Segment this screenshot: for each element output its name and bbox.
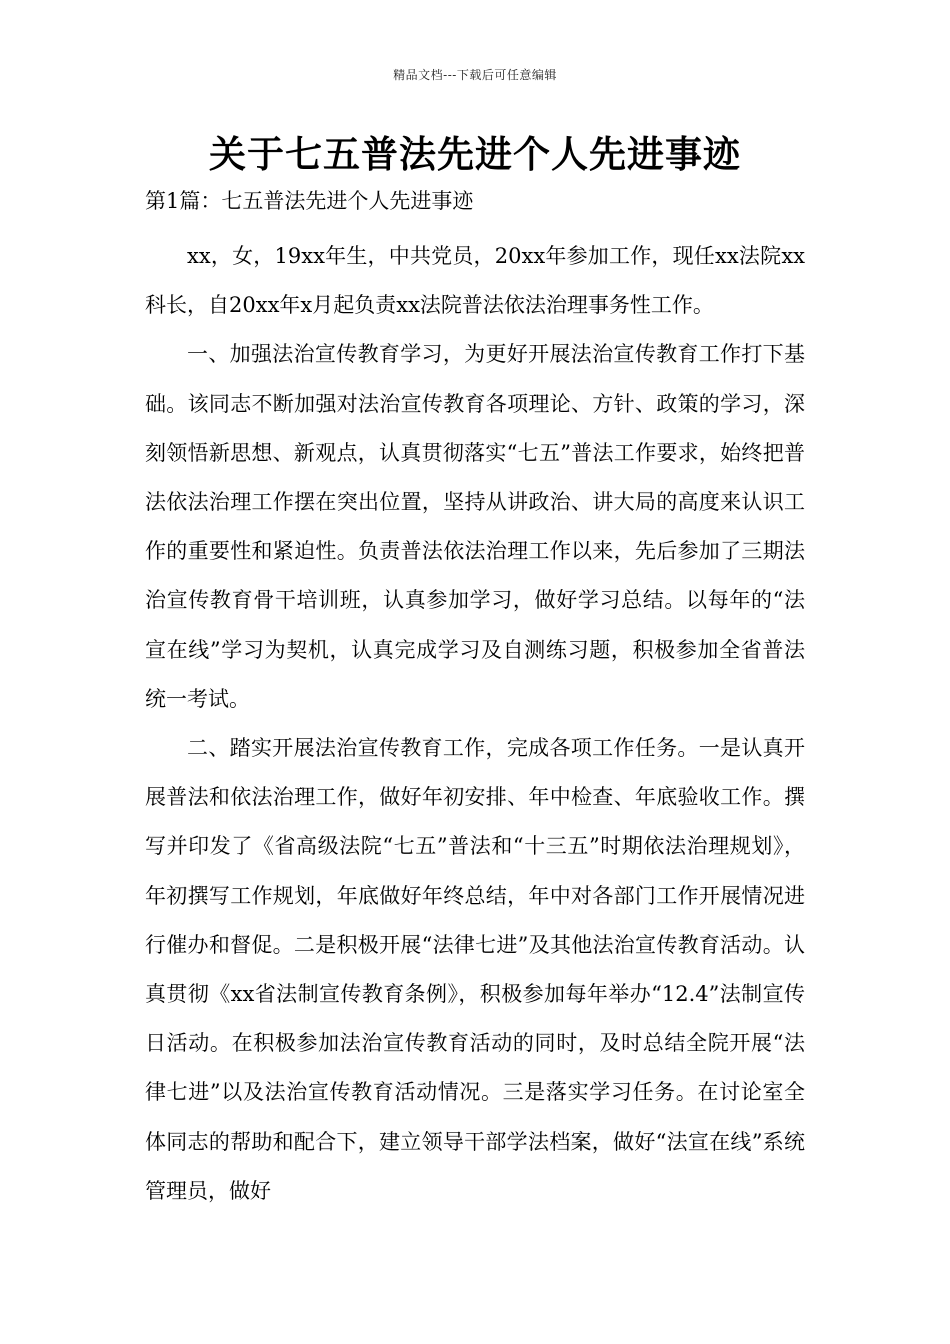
paragraph-intro: xx，女，19xx年生，中共党员，20xx年参加工作，现任xx法院xx科长，自20xx年x月起负责xx法院普法依法治理事务性工作。 [145,244,805,318]
document-body [145,232,805,1216]
document-title: 关于七五普法先进个人先进事迹 [209,132,741,176]
header-note: 精品文档---下载后可任意编辑 [393,68,557,82]
paragraph-section-1: 一、加强法治宣传教育学习，为更好开展法治宣传教育工作打下基础。该同志不断加强对法治宣传教育各项理论、方针、政策的学习，深刻领悟新思想、新观点，认真贯彻落实“七五”普法工作要求，始终把普法依法治理工作摆在突出位置，坚持从讲政治、讲大局的高度来认识工作的重要性和紧迫性。负责普法依法治理工作以来，先后参加了三期法治宣传教育骨干培训班，认真参加学习，做好学习总结。以每年的“法宣在线”学习为契机，认真完成学习及自测练习题，积极参加全省普法统一考试。 [145,342,805,711]
document-subtitle: 第1篇：七五普法先进个人先进事迹 [145,189,474,213]
paragraph-section-2: 二、踏实开展法治宣传教育工作，完成各项工作任务。一是认真开展普法和依法治理工作，做好年初安排、年中检查、年底验收工作。撰写并印发了《省高级法院“七五”普法和“十三五”时期依法治理规划》，年初撰写工作规划，年底做好年终总结，年中对各部门工作开展情况进行催办和督促。二是积极开展“法律七进”及其他法治宣传教育活动。认真贯彻《xx省法制宣传教育条例》，积极参加每年举办“12.4”法制宣传日活动。在积极参加法治宣传教育活动的同时，及时总结全院开展“法律七进”以及法治宣传教育活动情况。三是落实学习任务。在讨论室全体同志的帮助和配合下，建立领导干部学法档案，做好“法宣在线”系统管理员，做好 [145,736,805,1203]
